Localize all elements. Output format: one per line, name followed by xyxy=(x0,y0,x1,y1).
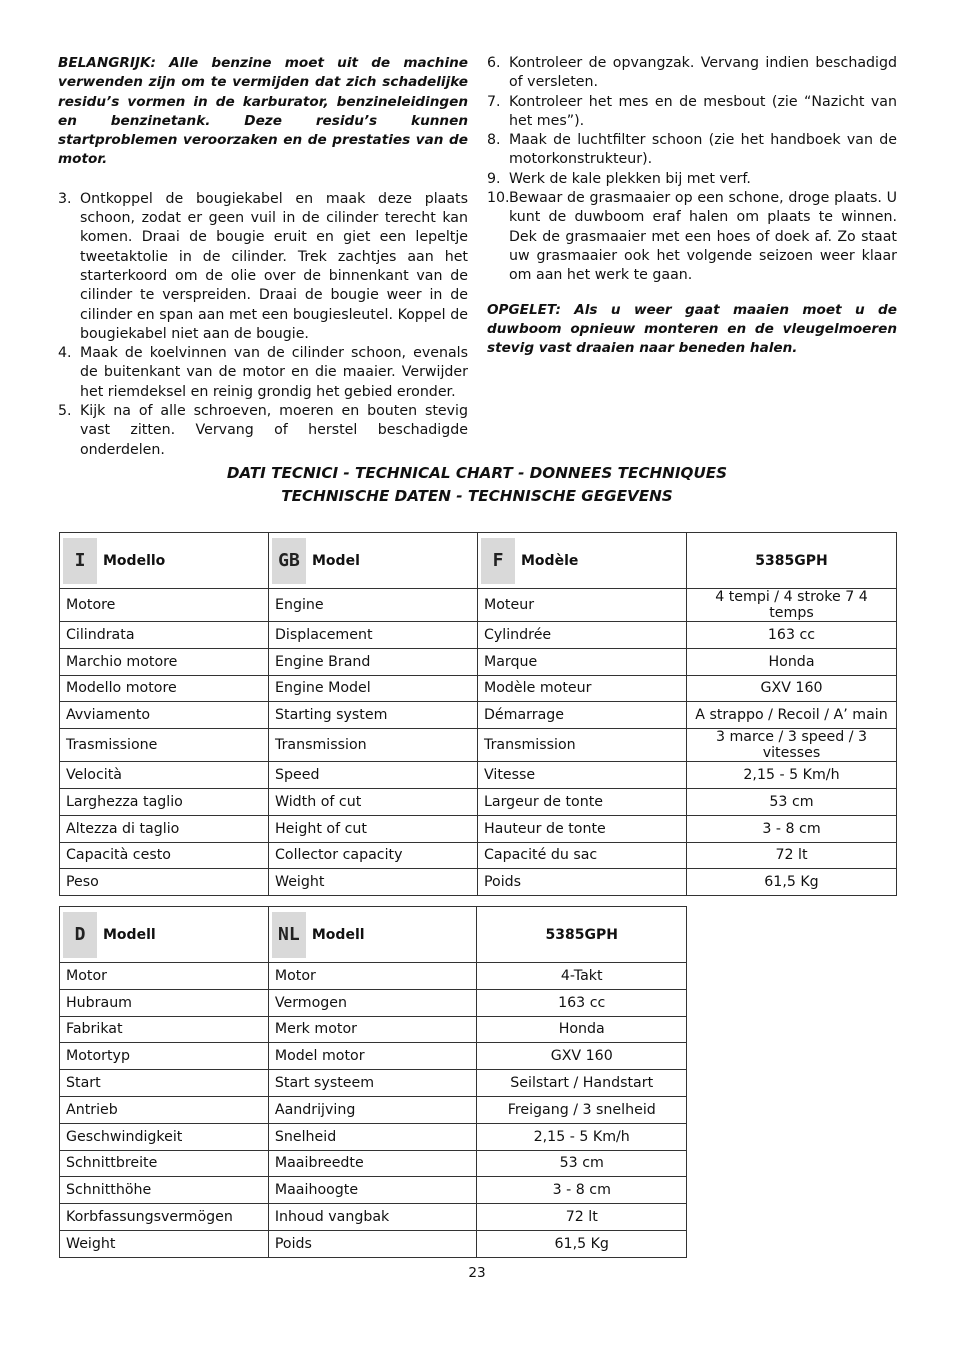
table-row xyxy=(60,963,687,990)
table-cell-de: Weight xyxy=(60,1230,269,1257)
list-item: 10. Bewaar de grasmaaier op een schone, droge plaats. U kunt de duwboom eraf halen om plaats te winnen. Dek de grasmaaier met een hoes of doek af. Zo staat uw grasmaaier ook het volgende seizoen weer klaar om aan het werk te gaan. xyxy=(487,190,897,284)
table-row xyxy=(60,1204,687,1231)
table-cell-fr: Poids xyxy=(478,869,687,896)
table-cell-en: Collector capacity xyxy=(269,842,478,869)
table-cell-nl: Motor xyxy=(268,963,477,990)
table-cell-value: 72 lt xyxy=(477,1204,687,1231)
table-row xyxy=(60,989,687,1016)
list-item: 7. Kontroleer het mes en de mesbout (zie “Nazicht van het mes”). xyxy=(487,93,897,129)
table-cell-nl: Poids xyxy=(268,1230,477,1257)
table-cell-value: 2,15 - 5 Km/h xyxy=(477,1123,687,1150)
table-cell-value: 61,5 Kg xyxy=(687,869,897,896)
table-row xyxy=(60,762,897,789)
table-row xyxy=(60,622,897,649)
table-cell-value: 72 lt xyxy=(687,842,897,869)
table-cell-nl: Maaibreedte xyxy=(268,1150,477,1177)
table-cell-it: Altezza di taglio xyxy=(60,815,269,842)
table-row xyxy=(60,1043,687,1070)
table-cell-fr: Vitesse xyxy=(478,762,687,789)
table-cell-de: Schnitthöhe xyxy=(60,1177,269,1204)
table-cell-value: Seilstart / Handstart xyxy=(477,1070,687,1097)
flag-fr: F xyxy=(481,538,515,584)
table-cell-it: Marchio motore xyxy=(60,648,269,675)
steps-list-left xyxy=(58,190,468,460)
table-cell-en: Engine Brand xyxy=(269,648,478,675)
table-cell-de: Motortyp xyxy=(60,1043,269,1070)
table-cell-nl: Vermogen xyxy=(268,989,477,1016)
table-cell-nl: Merk motor xyxy=(268,1016,477,1043)
table-cell-value: 4-Takt xyxy=(477,963,687,990)
table-cell-en: Engine xyxy=(269,589,478,622)
spec-table-de-nl xyxy=(59,906,687,1258)
table-cell-nl: Snelheid xyxy=(268,1123,477,1150)
table-cell-fr: Démarrage xyxy=(478,702,687,729)
table-cell-value: A strappo / Recoil / A’ main xyxy=(687,702,897,729)
list-item: 3. Ontkoppel de bougiekabel en maak deze plaats schoon, zodat er geen vuil in de cilinder terecht kan komen. Draai de bougie eruit en giet een lepeltje tweetaktolie in de cilinder. Trek zachtjes aan het starterkoord om de olie over de binnenkant van de cilinder te verspreiden. Draai de bougie weer in de cilinder en span aan met een bougiesleutel. Koppel de bougiekabel niet aan de bougie. xyxy=(58,190,468,342)
table-cell-nl: Aandrijving xyxy=(268,1096,477,1123)
table-cell-fr: Marque xyxy=(478,648,687,675)
page-number: 23 xyxy=(468,1265,486,1281)
model-code: 5385GPH xyxy=(477,907,687,963)
table-row xyxy=(60,675,897,702)
table-cell-en: Height of cut xyxy=(269,815,478,842)
table-cell-value: GXV 160 xyxy=(477,1043,687,1070)
table-cell-de: Antrieb xyxy=(60,1096,269,1123)
table-cell-value: Freigang / 3 snelheid xyxy=(477,1096,687,1123)
table-cell-fr: Hauteur de tonte xyxy=(478,815,687,842)
heading-line-1: DATI TECNICI - TECHNICAL CHART - DONNEES TECHNIQUES xyxy=(226,464,728,482)
table-row xyxy=(60,815,897,842)
table-cell-value: Honda xyxy=(687,648,897,675)
table-row xyxy=(60,589,897,622)
list-item: 4. Maak de koelvinnen van de cilinder schoon, evenals de buitenkant van de motor en die maaier. Verwijder het riemdeksel en reinig grondig het gebied eronder. xyxy=(58,345,468,400)
list-item: 8. Maak de luchtfilter schoon (zie het handboek van de motorkonstrukteur). xyxy=(487,132,897,168)
table-cell-value: 3 - 8 cm xyxy=(687,815,897,842)
table-cell-value: Honda xyxy=(477,1016,687,1043)
table-cell-de: Start xyxy=(60,1070,269,1097)
table-row xyxy=(60,1016,687,1043)
steps-list-right xyxy=(487,54,897,286)
table-cell-en: Speed xyxy=(269,762,478,789)
flag-nl: NL xyxy=(272,912,306,958)
table-cell-en: Displacement xyxy=(269,622,478,649)
table-row xyxy=(60,869,897,896)
table-row xyxy=(60,1150,687,1177)
table-row xyxy=(60,788,897,815)
heading-line-2: TECHNISCHE DATEN - TECHNISCHE GEGEVENS xyxy=(281,486,673,505)
table-cell-de: Geschwindigkeit xyxy=(60,1123,269,1150)
table-cell-en: Starting system xyxy=(269,702,478,729)
table-cell-value: 3 marce / 3 speed / 3 vitesses xyxy=(687,729,897,762)
table-cell-fr: Transmission xyxy=(478,729,687,762)
right-column xyxy=(487,54,897,358)
table-cell-fr: Capacité du sac xyxy=(478,842,687,869)
table-row xyxy=(60,1123,687,1150)
left-column xyxy=(58,54,468,460)
table-cell-value: 61,5 Kg xyxy=(477,1230,687,1257)
table-cell-fr: Modèle moteur xyxy=(478,675,687,702)
table-cell-it: Avviamento xyxy=(60,702,269,729)
table-cell-en: Engine Model xyxy=(269,675,478,702)
list-item: 5. Kijk na of alle schroeven, moeren en bouten stevig vast zitten. Vervang of herstel beschadigde onderdelen. xyxy=(58,403,468,458)
table-cell-it: Capacità cesto xyxy=(60,842,269,869)
flag-de: D xyxy=(63,912,97,958)
table-cell-en: Weight xyxy=(269,869,478,896)
list-item: 6. Kontroleer de opvangzak. Vervang indien beschadigd of versleten. xyxy=(487,55,897,91)
model-code: 5385GPH xyxy=(687,533,897,589)
table-cell-de: Hubraum xyxy=(60,989,269,1016)
spec-table-it-gb-fr xyxy=(59,532,897,896)
table-row xyxy=(60,729,897,762)
table-cell-nl: Inhoud vangbak xyxy=(268,1204,477,1231)
table-row xyxy=(60,1096,687,1123)
table-cell-nl: Start systeem xyxy=(268,1070,477,1097)
table-cell-en: Transmission xyxy=(269,729,478,762)
table-cell-value: 163 cc xyxy=(687,622,897,649)
table-cell-it: Trasmissione xyxy=(60,729,269,762)
table-cell-value: 163 cc xyxy=(477,989,687,1016)
table-cell-it: Velocità xyxy=(60,762,269,789)
table-cell-it: Larghezza taglio xyxy=(60,788,269,815)
table-cell-fr: Largeur de tonte xyxy=(478,788,687,815)
table-cell-de: Fabrikat xyxy=(60,1016,269,1043)
table-header-row: I Modello GB Model F Modèle 5385GPH xyxy=(60,533,897,589)
table-row xyxy=(60,1177,687,1204)
table-row xyxy=(60,648,897,675)
table-row xyxy=(60,1230,687,1257)
table-row xyxy=(60,842,897,869)
table-cell-value: GXV 160 xyxy=(687,675,897,702)
table-cell-value: 3 - 8 cm xyxy=(477,1177,687,1204)
table-cell-de: Korbfassungsvermögen xyxy=(60,1204,269,1231)
table-cell-de: Schnittbreite xyxy=(60,1150,269,1177)
table-cell-nl: Maaihoogte xyxy=(268,1177,477,1204)
table-header-row: D Modell NL Modell 5385GPH xyxy=(60,907,687,963)
table-cell-value: 53 cm xyxy=(687,788,897,815)
table-cell-it: Modello motore xyxy=(60,675,269,702)
warning-note: OPGELET: Als u weer gaat maaien moet u de duwboom opnieuw monteren en de vleugelmoeren stevig vast draaien naar beneden halen. xyxy=(487,301,897,357)
table-row xyxy=(60,702,897,729)
table-cell-de: Motor xyxy=(60,963,269,990)
table-cell-value: 53 cm xyxy=(477,1150,687,1177)
table-cell-nl: Model motor xyxy=(268,1043,477,1070)
technical-data-heading xyxy=(0,462,954,507)
list-item: 9. Werk de kale plekken bij met verf. xyxy=(487,170,751,187)
table-cell-it: Peso xyxy=(60,869,269,896)
table-cell-en: Width of cut xyxy=(269,788,478,815)
flag-it: I xyxy=(63,538,97,584)
table-row xyxy=(60,1070,687,1097)
table-cell-it: Cilindrata xyxy=(60,622,269,649)
important-note: BELANGRIJK: Alle benzine moet uit de machine verwenden zijn om te vermijden dat zich schadelijke residu’s vormen in de karburator, benzineleidingen en benzinetank. Deze residu’s kunnen startproblemen veroorzaken en de prestaties van de motor. xyxy=(58,55,468,168)
table-cell-fr: Moteur xyxy=(478,589,687,622)
table-cell-fr: Cylindrée xyxy=(478,622,687,649)
table-cell-value: 2,15 - 5 Km/h xyxy=(687,762,897,789)
table-cell-value: 4 tempi / 4 stroke 7 4 temps xyxy=(687,589,897,622)
table-cell-it: Motore xyxy=(60,589,269,622)
flag-gb: GB xyxy=(272,538,306,584)
